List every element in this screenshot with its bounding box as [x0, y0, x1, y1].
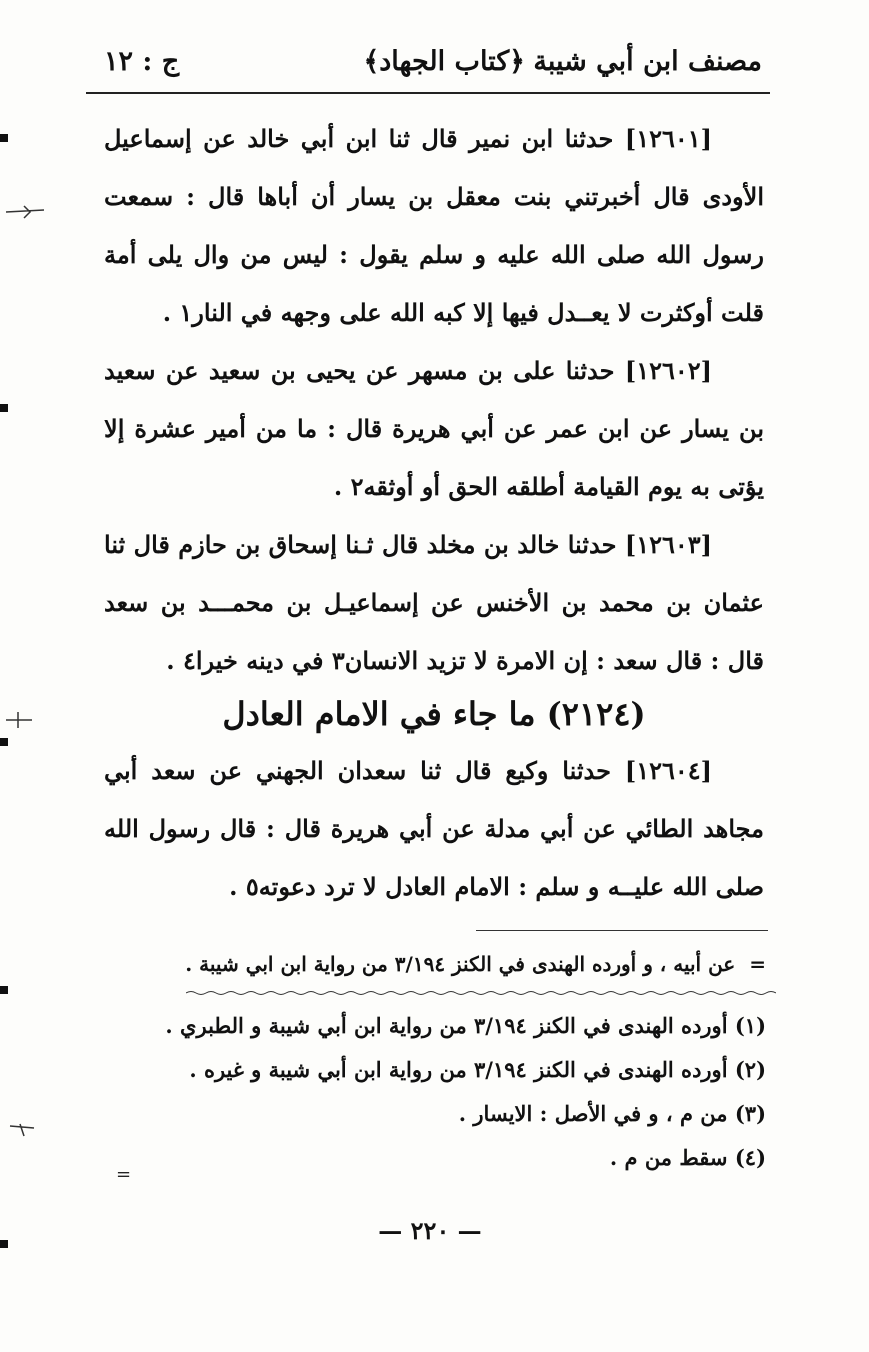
- margin-mark-icon: [0, 134, 8, 142]
- main-text-a: [104, 110, 764, 690]
- header-volume: ج : ١٢: [104, 46, 180, 77]
- footnote-4: (٤) سقط من م .: [609, 1145, 766, 1170]
- footnotes: [104, 1004, 766, 1180]
- running-header: [98, 40, 770, 90]
- hadith-12603: [١٢٦٠٣] حدثنا خالد بن مخلد قال ثـنا إسحاق بن حازم قال ثنا عثمان بن محمد بن الأخنس عن إسماعيـل بن محمـــد بن سعد قال : قال سعد : إن الامرة لا تزيد الانسان٣ في دينه خيرا٤ .: [104, 530, 764, 675]
- header-book-title: ﴿كتاب الجهاد﴾: [363, 46, 525, 77]
- hadith-12602: [١٢٦٠٢] حدثنا على بن مسهر عن يحيى بن سعيد عن سعيد بن يسار عن ابن عمر عن أبي هريرة قال : ما من أمير عشرة إلا يؤتى به يوم القيامة أطلقه الحق أو أوثقه٢ .: [104, 356, 764, 501]
- footnote-continuation-text: عن أبيه ، و أورده الهندى في الكنز ٣/١٩٤ من رواية ابن ابي شيبة .: [185, 952, 736, 976]
- margin-mark-icon: [0, 404, 8, 412]
- section-heading: (٢١٢٤) ما جاء في الامام العادل: [222, 695, 646, 733]
- hadith-12601: [١٢٦٠١] حدثنا ابن نمير قال ثنا ابن أبي خالد عن إسماعيل الأودى قال أخبرتني بنت معقل بن يسار أن أباها قال : سمعت رسول الله صلى الله عليه و سلم يقول : ليس من وال يلى أمة قلت أوكثرت لا يعــدل فيها إلا كبه الله على وجهه في النار١ .: [104, 124, 764, 327]
- footnote-1: (١) أورده الهندى في الكنز ٣/١٩٤ من رواية ابن أبي شيبة و الطبري .: [165, 1013, 766, 1038]
- page-number: — ٢٢٠ —: [378, 1216, 482, 1245]
- margin-tick-icon: [4, 710, 34, 730]
- margin-mark-icon: [0, 1240, 8, 1248]
- margin-mark-icon: [0, 986, 8, 994]
- header-divider: [86, 92, 770, 94]
- margin-tick-icon: [8, 1120, 38, 1140]
- margin-tick-icon: [4, 202, 48, 222]
- continuation-mark-icon: =: [749, 952, 766, 976]
- continuation-mark-bottom-icon: =: [116, 1164, 132, 1185]
- footnote-continuation: [104, 944, 766, 984]
- footnote-2: (٢) أورده الهندى في الكنز ٣/١٩٤ من رواية ابن أبي شيبة و غيره .: [189, 1057, 766, 1082]
- hadith-12604: [١٢٦٠٤] حدثنا وكيع قال ثنا سعدان الجهني عن سعد أبي مجاهد الطائي عن أبي مدلة عن أبي هريرة قال : قال رسول الله صلى الله عليــه و سلم : الامام العادل لا ترد دعوته٥ .: [104, 756, 764, 901]
- footnote-divider: [476, 930, 768, 931]
- margin-mark-icon: [0, 738, 8, 746]
- wavy-divider: [186, 990, 776, 996]
- footnote-3: (٣) من م ، و في الأصل : الايسار .: [458, 1101, 766, 1126]
- main-text-b: [104, 742, 764, 916]
- header-author: مصنف ابن أبي شيبة: [533, 46, 762, 77]
